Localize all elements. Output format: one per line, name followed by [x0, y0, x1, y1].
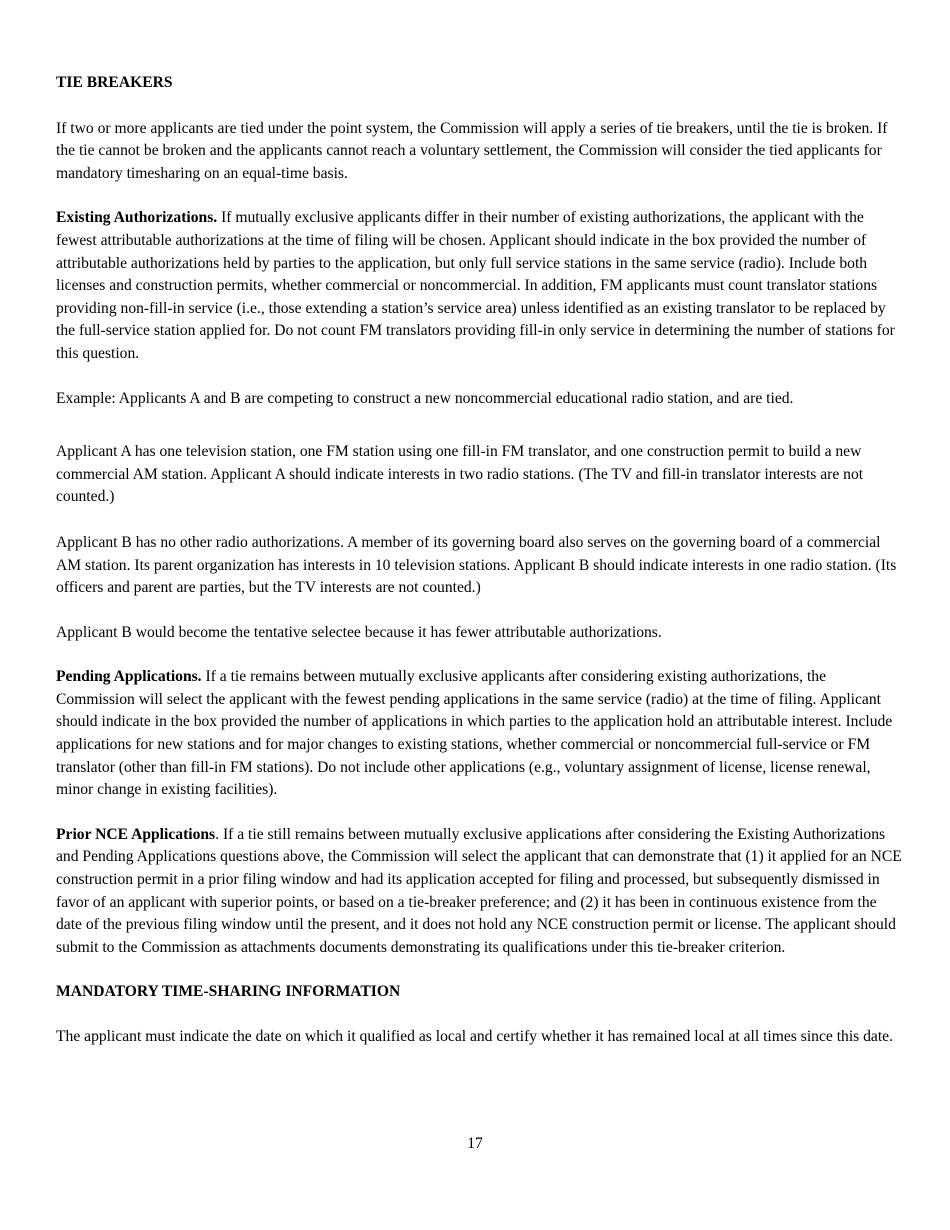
time-sharing-heading: MANDATORY TIME-SHARING INFORMATION [56, 983, 401, 1001]
existing-authorizations-text: If mutually exclusive applicants differ in their number of existing authorizations, the applicant with the fewest attributable authorizations at the time of filing will be chosen. Applicant should indicate in the box provided the number of attributable authorizations held by parties to the application, but only full service stations in the same service (radio). Include both licenses and construction permits, whether commercial or noncommercial. In addition, FM applicants must count translator stations providing non-fill-in service (i.e., those extending a station’s service area) unless identified as an existing translator to be replaced by the full-service station applied for. Do not count FM translators providing fill-in only service in determining the number of stations for this question. [56, 209, 895, 362]
pending-applications-text: If a tie remains between mutually exclusive applicants after considering existing authorizations, the Commission will select the applicant with the fewest pending applications in the same service (radio) at the time of filing. Applicant should indicate in the box provided the number of applications in which parties to the application hold an attributable interest. Include applications for new stations and for major changes to existing stations, whether commercial or noncommercial full-service or FM translator (other than fill-in FM stations). Do not include other applications (e.g., voluntary assignment of license, license renewal, minor change in existing facilities). [56, 668, 893, 799]
example-paragraph: Example: Applicants A and B are competing to construct a new noncommercial educational radio station, and are tied. [56, 389, 794, 407]
tie-breakers-heading: TIE BREAKERS [56, 74, 173, 91]
pending-applications-paragraph [56, 666, 902, 802]
selectee-paragraph: Applicant B would become the tentative selectee because it has fewer attributable authorizations. [56, 623, 662, 641]
pending-applications-label: Pending Applications. [56, 668, 202, 686]
applicant-a-paragraph: Applicant A has one television station, one FM station using one fill-in FM translator, and one construction permit to build a new commercial AM station. Applicant A should indicate interests in two radio stations. (The TV and fill-in translator interests are not counted.) [56, 443, 864, 506]
existing-authorizations-paragraph [56, 207, 902, 365]
time-sharing-paragraph: The applicant must indicate the date on which it qualified as local and certify whether it has remained local at all times since this date. [56, 1028, 894, 1045]
page-number: 17 [467, 1135, 483, 1152]
applicant-b-paragraph: Applicant B has no other radio authorizations. A member of its governing board also serves on the governing board of a commercial AM station. Its parent organization has interests in 10 television stations. Applicant B should indicate interests in one radio station. (Its officers and parent are parties, but the TV interests are not counted.) [56, 533, 897, 597]
existing-authorizations-label: Existing Authorizations. [56, 209, 218, 227]
document-page [56, 72, 902, 1049]
prior-nce-applications-label: Prior NCE Applications [56, 825, 216, 843]
prior-nce-applications-text: . If a tie still remains between mutually exclusive applications after considering the Existing Authorizations and Pending Applications questions above, the Commission will select the applicant that can demonstrate that (1) it applied for an NCE construction permit in a prior filing window and had its application accepted for filing and processed, but subsequently dismissed in favor of an applicant with superior points, or based on a tie-breaker preference; and (2) it has been in continuous existence from the date of the previous filing window until the present, and it does not hold any NCE construction permit or license. The applicant should submit to the Commission as attachments documents demonstrating its qualifications under this tie-breaker criterion. [56, 825, 902, 956]
prior-nce-applications-paragraph [56, 824, 902, 960]
tie-breakers-intro-paragraph: If two or more applicants are tied under the point system, the Commission will apply a series of tie breakers, until the tie is broken. If the tie cannot be broken and the applicants cannot reach a voluntary settlement, the Commission will consider the tied applicants for mandatory timesharing on an equal-time basis. [56, 119, 888, 182]
